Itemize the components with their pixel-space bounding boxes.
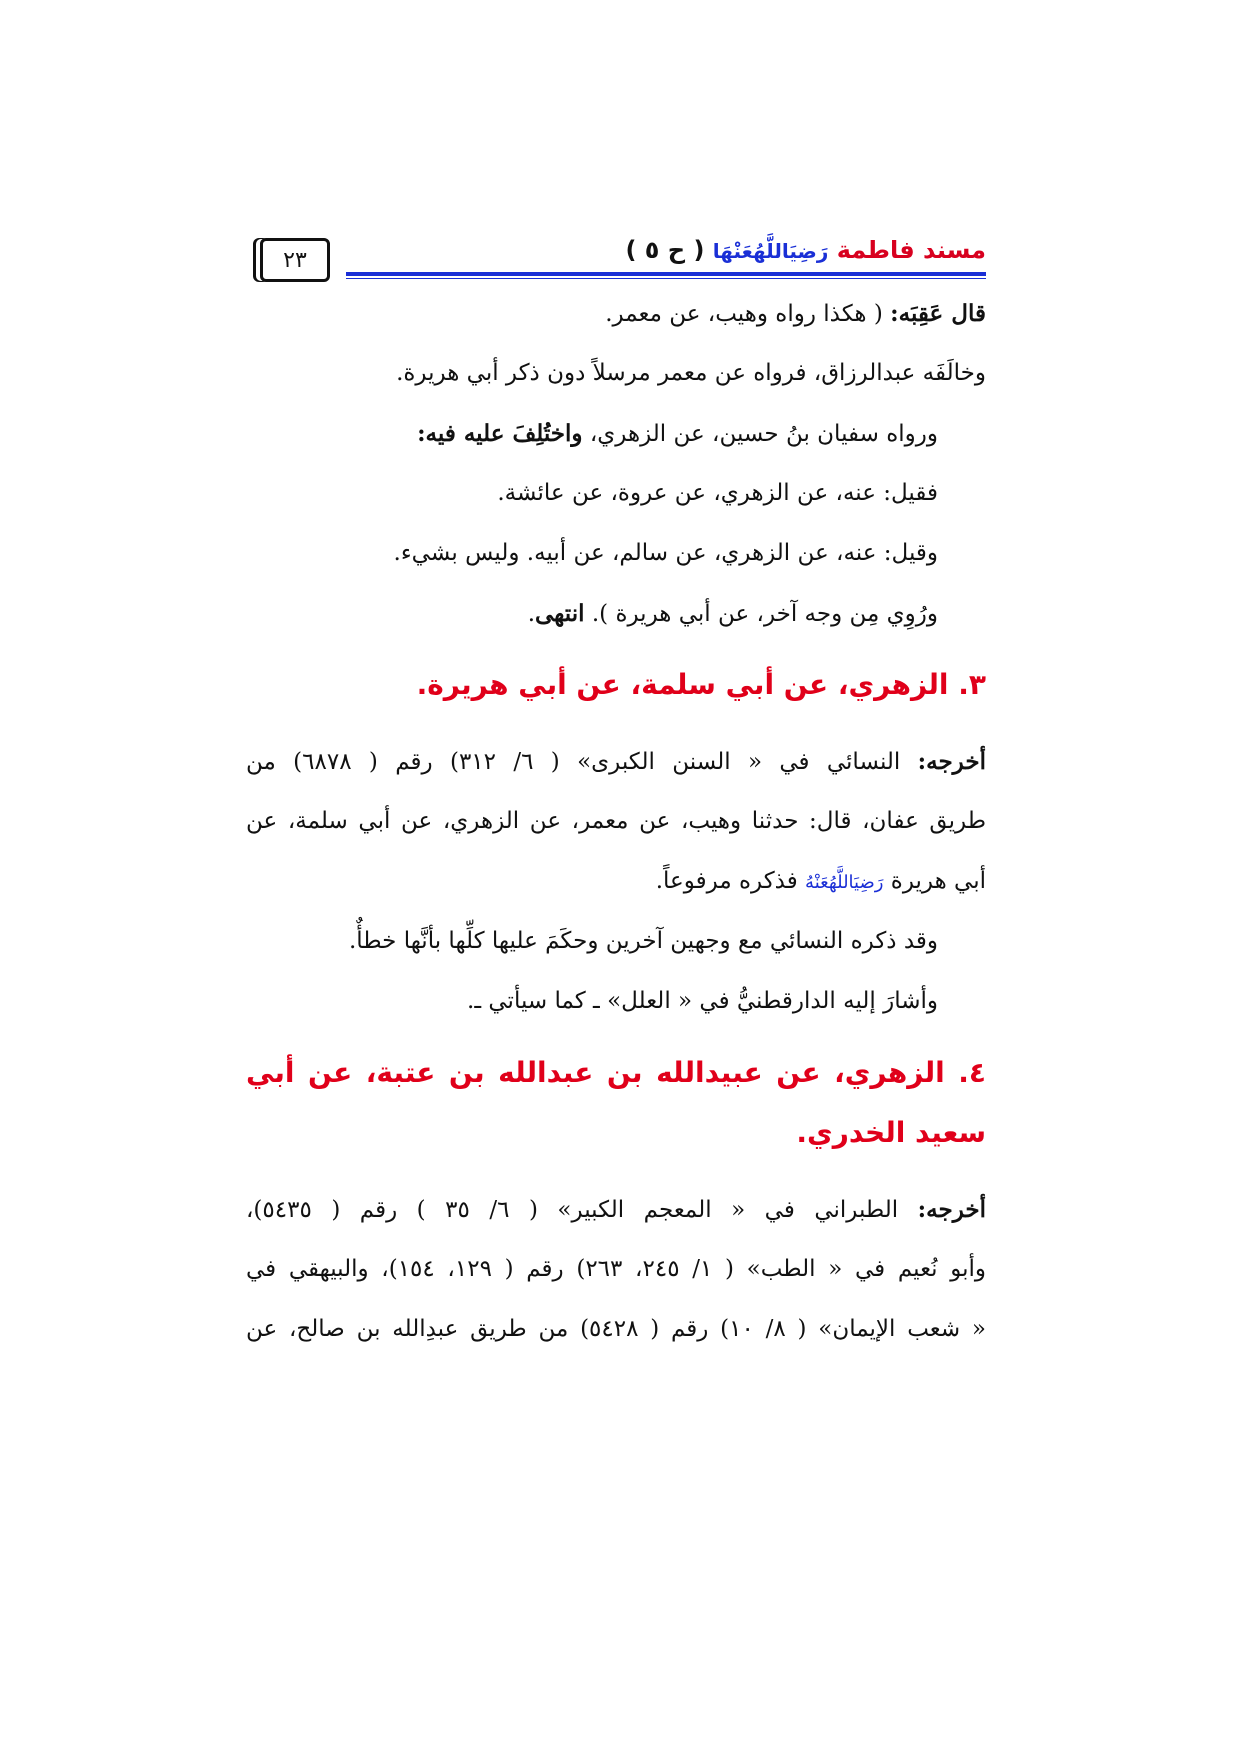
running-title-main: مسند فاطمة	[836, 236, 986, 264]
bold-term: أخرجه:	[917, 748, 986, 775]
text-run: أبي هريرة	[883, 868, 986, 894]
running-title-part: ( ح ٥ )	[625, 236, 705, 264]
text-run: ورواه سفيان بنُ حسين، عن الزهري،	[582, 421, 938, 447]
page-number: ٢٣	[260, 238, 330, 282]
bold-term: أخرجه:	[917, 1196, 987, 1223]
text-run: النسائي في « السنن الكبرى» ( ٦/ ٣١٢) رقم ( ٦٨٧٨) من	[246, 749, 918, 775]
page-header	[250, 228, 986, 272]
text-line: طريق عفان، قال: حدثنا وهيب، عن معمر، عن الزهري، عن أبي سلمة، عن	[246, 808, 986, 834]
text-line	[528, 600, 938, 627]
text-line: وأبو نُعيم في « الطب» ( ١/ ٢٤٥، ٢٦٣) رقم ( ١٢٩، ١٥٤)، والبيهقي في	[246, 1256, 987, 1282]
honorific-phrase: رَضِيَاللَّهُعَنْهَا	[712, 239, 829, 263]
running-title	[625, 236, 986, 264]
text-run: الطبراني في « المعجم الكبير» ( ٦/ ٣٥ ) رقم ( ٥٤٣٥)،	[246, 1197, 918, 1223]
bold-term: انتهى	[535, 600, 585, 627]
text-run: .	[527, 601, 536, 627]
text-line: « شعب الإيمان» ( ٨/ ١٠) رقم ( ٥٤٢٨) من طريق عبدِالله بن صالح، عن	[246, 1316, 987, 1342]
text-line: فقيل: عنه، عن الزهري، عن عروة، عن عائشة.	[497, 480, 938, 506]
text-run: فذكره مرفوعاً.	[655, 868, 806, 894]
text-line: وقيل: عنه، عن الزهري، عن سالم، عن أبيه. وليس بشيء.	[393, 540, 938, 566]
section-heading-4-cont: سعيد الخدري.	[796, 1116, 986, 1149]
bold-term: قال عَقِبَه:	[890, 300, 986, 327]
bold-term: واختُلِفَ عليه فيه:	[417, 420, 583, 447]
text-line	[605, 300, 986, 327]
text-line	[417, 420, 938, 447]
text-line: وقد ذكره النسائي مع وجهين آخرين وحكَمَ عليها كلِّها بأنَّها خطأٌ.	[348, 928, 938, 954]
text-line: وأشارَ إليه الدارقطنيُّ في « العلل» ـ كما سيأتي ـ.	[467, 988, 938, 1014]
text-line	[246, 1196, 986, 1223]
header-rule	[346, 272, 986, 279]
text-line	[246, 748, 986, 775]
section-heading-4: ٤. الزهري، عن عبيدالله بن عبدالله بن عتبة، عن أبي	[246, 1056, 986, 1089]
honorific-phrase: رَضِيَاللَّهُعَنْهُ	[805, 872, 884, 893]
text-run: ورُوِي مِن وجه آخر، عن أبي هريرة ).	[584, 601, 938, 627]
text-line: وخالَفَه عبدالرزاق، فرواه عن معمر مرسلاً دون ذكر أبي هريرة.	[396, 360, 986, 386]
text-line	[656, 868, 986, 894]
text-run: ( هكذا رواه وهيب، عن معمر.	[605, 301, 891, 327]
section-heading-3: ٣. الزهري، عن أبي سلمة، عن أبي هريرة.	[416, 668, 986, 701]
